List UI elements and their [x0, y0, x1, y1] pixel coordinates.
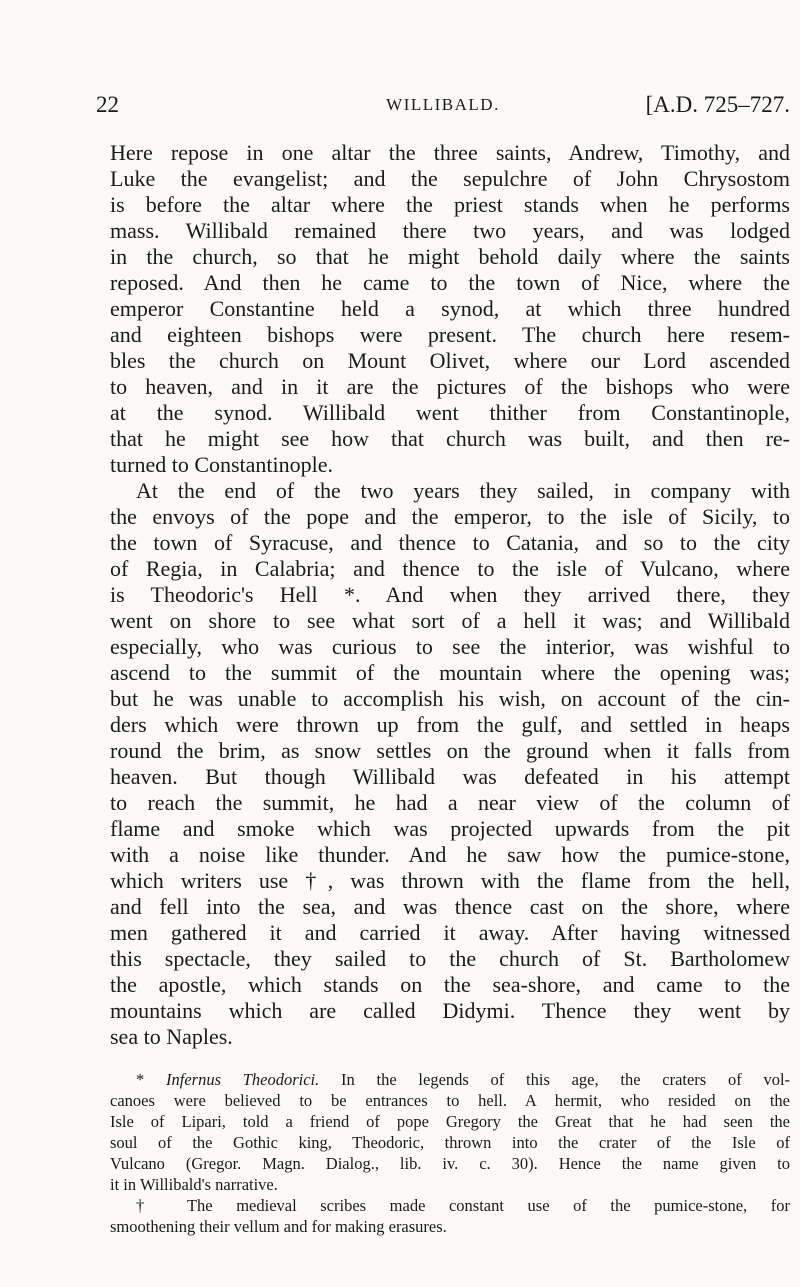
date-range: [A.D. 725–727.: [645, 92, 790, 117]
text-line: in the church, so that he might behold daily where the saints: [110, 244, 790, 269]
text-line: the town of Syracuse, and thence to Catania, and so to the city: [110, 530, 790, 555]
footnote-line: it in Willibald's narrative.: [110, 1175, 278, 1194]
text-line: ascend to the summit of the mountain where the opening was;: [110, 660, 790, 685]
footnote-line: Vulcano (Gregor. Magn. Dialog., lib. iv. c. 30). Hence the name given to: [110, 1154, 790, 1173]
text-line: bles the church on Mount Olivet, where our Lord ascended: [110, 348, 790, 373]
text-line: sea to Naples.: [110, 1024, 233, 1049]
text-line: the apostle, which stands on the sea-shore, and came to the: [110, 972, 790, 997]
text-line: is Theodoric's Hell *. And when they arrived there, they: [110, 582, 790, 607]
text-line: Luke the evangelist; and the sepulchre of John Chrysostom: [110, 166, 790, 191]
text-line: Here repose in one altar the three saints, Andrew, Timothy, and: [110, 140, 790, 165]
running-head: [96, 88, 790, 122]
page-number: 22: [96, 92, 119, 117]
text-line: that he might see how that church was built, and then re-: [110, 426, 790, 451]
footnote-line: Isle of Lipari, told a friend of pope Gregory the Great that he had seen the: [110, 1112, 790, 1131]
text-line: and eighteen bishops were present. The church here resem-: [110, 322, 790, 347]
text-line: emperor Constantine held a synod, at which three hundred: [110, 296, 790, 321]
text-line: mass. Willibald remained there two years, and was lodged: [110, 218, 790, 243]
text-line: at the synod. Willibald went thither from Constantinople,: [110, 400, 790, 425]
text-line: which writers use †, was thrown with the flame from the hell,: [110, 868, 790, 893]
text-line: At the end of the two years they sailed, in company with: [136, 478, 790, 503]
footnote-mark: *: [136, 1070, 145, 1089]
text-line: heaven. But though Willibald was defeated in his attempt: [110, 764, 790, 789]
text-line: and fell into the sea, and was thence cast on the shore, where: [110, 894, 790, 919]
footnote-line: soul of the Gothic king, Theodoric, thrown into the crater of the Isle of: [110, 1133, 790, 1152]
text-line: turned to Constantinople.: [110, 452, 334, 477]
text-line: is before the altar where the priest stands when he performs: [110, 192, 790, 217]
footnote-line: smoothening their vellum and for making erasures.: [110, 1217, 447, 1236]
body-text: [110, 140, 790, 1050]
running-title: WILLIBALD.: [386, 95, 500, 114]
footnotes: [110, 1069, 790, 1237]
text-line: reposed. And then he came to the town of Nice, where the: [110, 270, 790, 295]
footnote-text: In the legends of this age, the craters of vol-: [341, 1070, 791, 1089]
footnote-line: [110, 1069, 790, 1090]
text-line: flame and smoke which was projected upwards from the pit: [110, 816, 790, 841]
text-line: especially, who was curious to see the interior, was wishful to: [110, 634, 790, 659]
text-line: ders which were thrown up from the gulf, and settled in heaps: [110, 712, 790, 737]
footnote-line: † The medieval scribes made constant use of the pumice-stone, for: [136, 1196, 790, 1215]
text-line: with a noise like thunder. And he saw how the pumice-stone,: [110, 842, 790, 867]
text-line: to reach the summit, he had a near view of the column of: [110, 790, 790, 815]
text-line: but he was unable to accomplish his wish, on account of the cin-: [110, 686, 790, 711]
text-line: men gathered it and carried it away. After having witnessed: [110, 920, 790, 945]
text-line: mountains which are called Didymi. Thence they went by: [110, 998, 790, 1023]
text-line: this spectacle, they sailed to the church of St. Bartholomew: [110, 946, 790, 971]
footnote-line: canoes were believed to be entrances to hell. A hermit, who resided on the: [110, 1091, 790, 1110]
footnote-italic-term: Infernus Theodorici.: [166, 1070, 320, 1089]
text-line: round the brim, as snow settles on the ground when it falls from: [110, 738, 790, 763]
text-line: of Regia, in Calabria; and thence to the isle of Vulcano, where: [110, 556, 790, 581]
text-line: the envoys of the pope and the emperor, to the isle of Sicily, to: [110, 504, 790, 529]
text-line: went on shore to see what sort of a hell it was; and Willibald: [110, 608, 790, 633]
text-line: to heaven, and in it are the pictures of the bishops who were: [110, 374, 790, 399]
